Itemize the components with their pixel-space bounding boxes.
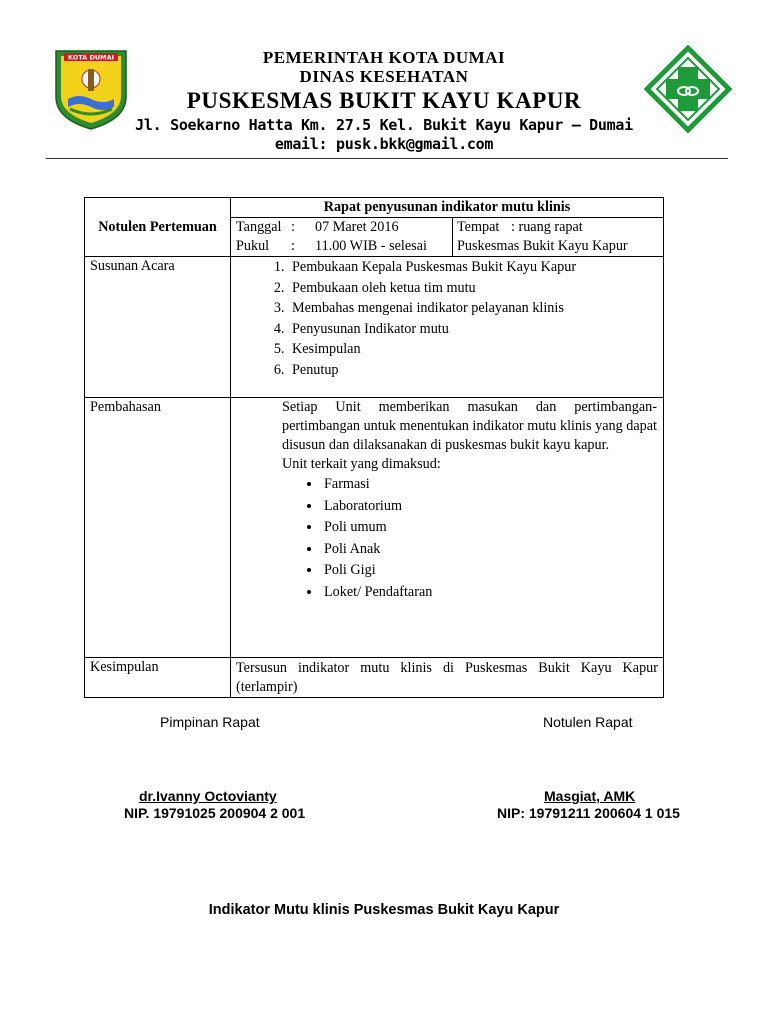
header-institution: PUSKESMAS BUKIT KAYU KAPUR — [186, 88, 582, 113]
left-signatory-role: Pimpinan Rapat — [160, 714, 260, 730]
time-label: Pukul — [236, 238, 270, 254]
right-signatory-role: Notulen Rapat — [543, 714, 633, 730]
header-address: Jl. Soekarno Hatta Km. 27.5 Kel. Bukit Kayu Kapur – Dumai — [135, 116, 633, 134]
kota-dumai-crest-icon — [52, 47, 130, 131]
meeting-title: Rapat penyusunan indikator mutu klinis — [231, 198, 663, 218]
agenda-item: 5. Kesimpulan — [288, 339, 658, 360]
date-label: Tanggal — [236, 219, 282, 235]
agenda-item: 2. Pembukaan oleh ketua tim mutu — [288, 278, 658, 299]
agenda-row — [85, 257, 664, 398]
units-intro: Unit terkait yang dimaksud: — [282, 456, 441, 472]
place-detail: Puskesmas Bukit Kayu Kapur — [457, 238, 628, 254]
agenda-item: 6. Penutup — [288, 360, 658, 381]
discussion-text: Setiap Unit memberikan masukan dan pertimbangan-pertimbangan untuk menentukan indikator mutu klinis yang dapat disusun dan dilaksanakan di puskesmas bukit kayu kapur. — [282, 399, 657, 453]
unit-item: • Poli umum — [322, 517, 657, 539]
meeting-info-row — [85, 198, 664, 257]
unit-item: • Poli Anak — [322, 539, 657, 561]
units-list — [278, 474, 657, 604]
time-line: Pukul : 11.00 WIB - selesai — [236, 238, 427, 254]
place-label: Tempat — [457, 219, 500, 235]
header-department: DINAS KESEHATAN — [299, 67, 469, 86]
time-value: 11.00 WIB - selesai — [315, 238, 427, 254]
discussion-label: Pembahasan — [85, 398, 231, 658]
place-line — [457, 218, 663, 237]
left-signatory-nip: NIP. 19791025 200904 2 001 — [124, 805, 306, 821]
puskesmas-cross-logo-icon — [644, 45, 732, 133]
unit-item: • Loket/ Pendaftaran — [322, 582, 657, 604]
agenda-item: 4. Penyusunan Indikator mutu — [288, 319, 658, 340]
agenda-item: 3. Membahas mengenai indikator pelayanan klinis — [288, 298, 658, 319]
header-government: PEMERINTAH KOTA DUMAI — [262, 48, 506, 67]
agenda-item: 1. Pembukaan Kepala Puskesmas Bukit Kayu Kapur — [288, 257, 658, 278]
conclusion-row — [85, 658, 664, 698]
conclusion-text: Tersusun indikator mutu klinis di Puskesmas Bukit Kayu Kapur (terlampir) — [231, 658, 664, 698]
right-signatory-name: Masgiat, AMK — [544, 788, 636, 804]
crest-text: KOTA DUMAI — [67, 53, 115, 62]
discussion-row — [85, 398, 664, 658]
attachment-title: Indikator Mutu klinis Puskesmas Bukit Kayu Kapur — [208, 902, 560, 918]
conclusion-label: Kesimpulan — [85, 658, 231, 698]
place-value: : ruang rapat — [511, 219, 583, 235]
right-signatory-nip: NIP: 19791211 200604 1 015 — [497, 805, 680, 821]
unit-item: • Laboratorium — [322, 496, 657, 518]
date-line: Tanggal : 07 Maret 2016 — [236, 219, 399, 235]
header-divider — [46, 158, 728, 159]
agenda-list — [236, 257, 658, 381]
minutes-label: Notulen Pertemuan — [85, 198, 231, 257]
minutes-table — [84, 197, 664, 698]
unit-item: • Poli Gigi — [322, 560, 657, 582]
unit-item: • Farmasi — [322, 474, 657, 496]
header-email: email: pusk.bkk@gmail.com — [274, 135, 494, 153]
date-value: 07 Maret 2016 — [315, 219, 399, 235]
agenda-label: Susunan Acara — [85, 257, 231, 398]
left-signatory-name: dr.Ivanny Octovianty — [139, 788, 277, 804]
